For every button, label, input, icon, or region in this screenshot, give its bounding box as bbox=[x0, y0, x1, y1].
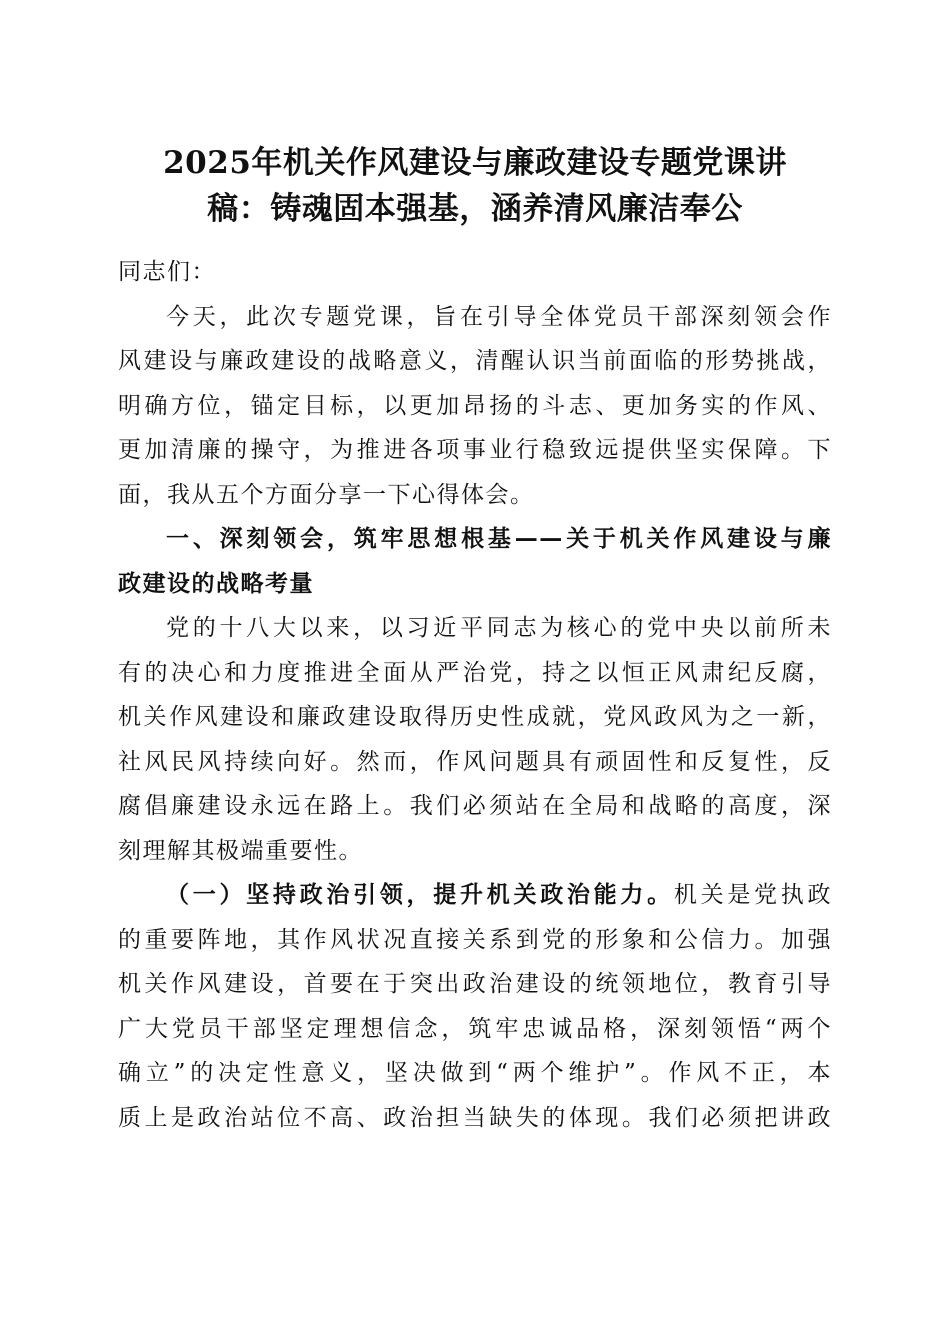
section-1-heading bbox=[118, 517, 832, 606]
subsection-lead-tail: 机关是党执政 bbox=[673, 882, 833, 908]
subsection-lead-line bbox=[118, 873, 832, 918]
document-title bbox=[118, 140, 832, 232]
paragraph-line: 广大党员干部坚定理想信念，筑牢忠诚品格，深刻领悟“两个 bbox=[118, 1015, 832, 1042]
paragraph-line: 更加清廉的操守，为推进各项事业行稳致远提供坚实保障。下 bbox=[118, 437, 832, 463]
section-1-paragraph bbox=[118, 606, 832, 873]
paragraph-line: 确立”的决定性意义，坚决做到“两个维护”。作风不正，本 bbox=[118, 1060, 832, 1086]
title-line-2: 稿：铸魂固本强基，涵养清风廉洁奉公 bbox=[207, 191, 743, 227]
subsection-1-paragraph bbox=[118, 873, 832, 1140]
paragraph-line: 机关作风建设，首要在于突出政治建设的统领地位，教育引导 bbox=[118, 971, 832, 997]
salutation: 同志们： bbox=[118, 259, 216, 285]
paragraph-line: 腐倡廉建设永远在路上。我们必须站在全局和战略的高度，深 bbox=[118, 793, 832, 819]
paragraph-line: 的重要阵地，其作风状况直接关系到党的形象和公信力。加强 bbox=[118, 926, 832, 953]
paragraph-line: 风建设与廉政建设的战略意义，清醒认识当前面临的形势挑战， bbox=[118, 348, 832, 374]
document-body bbox=[118, 250, 832, 1140]
title-line-1: 2025年机关作风建设与廉政建设专题党课讲 bbox=[163, 145, 787, 181]
subsection-1-heading: （一）坚持政治引领，提升机关政治能力。 bbox=[166, 881, 674, 908]
paragraph-line: 有的决心和力度推进全面从严治党，持之以恒正风肃纪反腐， bbox=[118, 659, 832, 686]
paragraph-line: 机关作风建设和廉政建设取得历史性成就，党风政风为之一新， bbox=[118, 704, 832, 730]
paragraph-line: 刻理解其极端重要性。 bbox=[118, 837, 363, 864]
intro-paragraph bbox=[118, 295, 832, 518]
heading-line: 一、深刻领会，筑牢思想根基——关于机关作风建设与廉 bbox=[166, 526, 832, 552]
paragraph-line: 质上是政治站位不高、政治担当缺失的体现。我们必须把讲政 bbox=[118, 1104, 832, 1131]
paragraph-line: 面，我从五个方面分享一下心得体会。 bbox=[118, 481, 535, 508]
paragraph-line: 今天，此次专题党课，旨在引导全体党员干部深刻领会作 bbox=[166, 303, 832, 330]
paragraph-line: 社风民风持续向好。然而，作风问题具有顽固性和反复性，反 bbox=[118, 748, 832, 775]
paragraph-line: 党的十八大以来，以习近平同志为核心的党中央以前所未 bbox=[166, 615, 832, 641]
paragraph-line: 明确方位，锚定目标，以更加昂扬的斗志、更加务实的作风、 bbox=[118, 392, 832, 419]
heading-line: 政建设的战略考量 bbox=[118, 570, 314, 597]
